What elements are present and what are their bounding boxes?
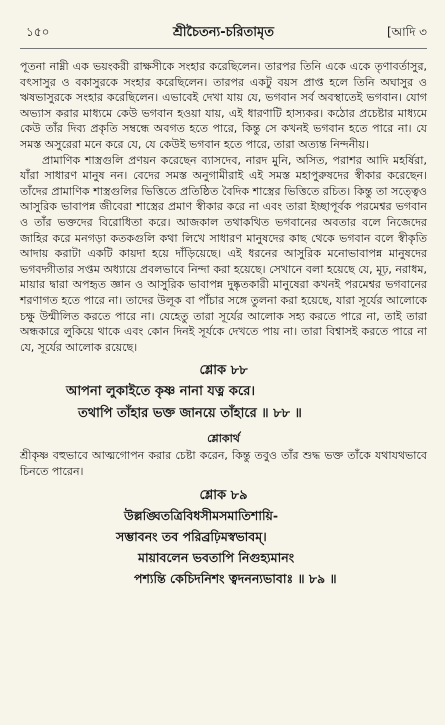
verse-89-line-3: মায়াবলেন ভবতাপি নিগুহ্যমানং [138,550,295,566]
verse-88-heading: শ্লোক ৮৮ [199,363,248,379]
verse-89-heading: শ্লোক ৮৯ [199,487,248,503]
verse-89-line-1: উল্লঙ্ঘিতত্রিবিধসীমসমাতিশায়ি- [124,508,279,524]
section-marker: [আদি ৩ [386,25,427,39]
page-body [20,59,427,589]
running-title: শ্রীচৈতন্য-চরিতামৃত [172,25,275,40]
paragraph-1: পূতনা নাম্নী এক ভয়ংকরী রাক্ষসীকে সংহার করেছিলেন। তারপর তিনি একে একে তৃণাবর্তাসুর, বৎসাসুর ও বকাসুরকে সংহার করেছিলেন। তারপর একটু বয়স প্রাপ্ত হলে তিনি অঘাসুর ও ঋষভাসুরকে সংহার করেছিলেন। এভাবেই দেখা যায় যে, ভগবান সর্ব অবস্থাতেই ভগবান। যোগ অভ্যাস করার মাধ্যমে কেউ ভগবান হওয়া যায়, এই ধারণাটি হাস্যকর। কঠোর প্রচেষ্টার মাধ্যমে কেউ তাঁর দিব্য প্রকৃতি সম্বন্ধে অবগত হতে পারে, কিন্তু সে কখনই ভগবান হতে পারে না। যে সমস্ত অসুরেরা মনে করে যে, যে কেউই ভগবান হতে পারে, তারা অত্যন্ত নিন্দনীয়। [20,60,427,151]
paragraph-2: প্রামাণিক শাস্ত্রগুলি প্রণয়ন করেছেন ব্যাসদেব, নারদ মুনি, অসিত, পরাশর আদি মহর্ষিরা, যাঁরা সাধারণ মানুষ নন। বেদের সমস্ত অনুগামীরাই এই সমস্ত মহাপুরুষদের স্বীকার করেছেন। তাঁদের প্রামাণিক শাস্ত্রগুলির ভিত্তিতে প্রতিষ্ঠিত বৈদিক শাস্ত্রের ভিত্তিতে রচিত। কিন্তু তা সত্ত্বেও আসুরিক ভাবাপন্ন জীবেরা শাস্ত্রের প্রমাণ স্বীকার করে না এবং তারা ইচ্ছাপূর্বক পরমেশ্বর ভগবান ও তাঁর ভক্তদের বিরোধিতা করে। আজকাল তথাকথিত ভগবানের অবতার বলে নিজেদের জাহির করে মনগড়া কতকগুলি কথা লিখে সাধারণ মানুষদের কাছ থেকে ভগবান বলে স্বীকৃতি আদায় করাটা একটি কায়দা হয়ে দাঁড়িয়েছে। এই ধরনের আসুরিক মনোভাবাপন্ন মানুষদের ভগবদ্গীতার সপ্তম অধ্যায়ে প্রবলভাবে নিন্দা করা হয়েছে। সেখানে বলা হয়েছে যে, মূঢ়, নরাধম, মায়ার দ্বারা অপহৃত জ্ঞান ও আসুরিক ভাবাপন্ন দুষ্কৃতকারী মানুষেরা কখনই পরমেশ্বর ভগবানের শরণাগত হতে পারে না। তাদের উলূক বা পাঁচার সঙ্গে তুলনা করা হয়েছে, যারা সূর্যের আলোকে চক্ষু উন্মীলিত করতে পারে না। যেহেতু তারা সূর্যের আলোক সহ্য করতে পারে না, তাই তারা অন্ধকারে লুকিয়ে থাকে এবং কোন দিনই সূর্যকে দেখতে পায় না। তারা বিশ্বাসই করতে পারে না যে, সূর্যের আলোক রয়েছে। [20,153,427,354]
verse-89-line-2: সম্ভাবনং তব পরিব্রঢ়িমস্বভাবম্। [116,529,267,545]
book-page [0,18,445,725]
verse-89-line-4: পশ্যন্তি কেচিদনিশং ত্বদনন্যভাবাঃ ॥ ৮৯ ॥ [134,571,337,587]
translation-heading: শ্লোকার্থ [207,431,240,445]
page-header [20,18,427,49]
verse-88-translation: শ্রীকৃষ্ণ বহুভাবে আত্মগোপন করার চেষ্টা করেন, কিন্তু তবুও তাঁর শুদ্ধ ভক্ত তাঁকে যথাযথভাবে চিনতে পারেন। [20,449,427,479]
page-number: ১৫০ [26,25,50,39]
verse-88-line-1: আপনা লুকাইতে কৃষ্ণ নানা যত্ন করে। [66,383,256,399]
verse-88-line-2: তথাপি তাঁহার ভক্ত জানয়ে তাঁহারে ॥ ৮৮ ॥ [78,405,302,421]
